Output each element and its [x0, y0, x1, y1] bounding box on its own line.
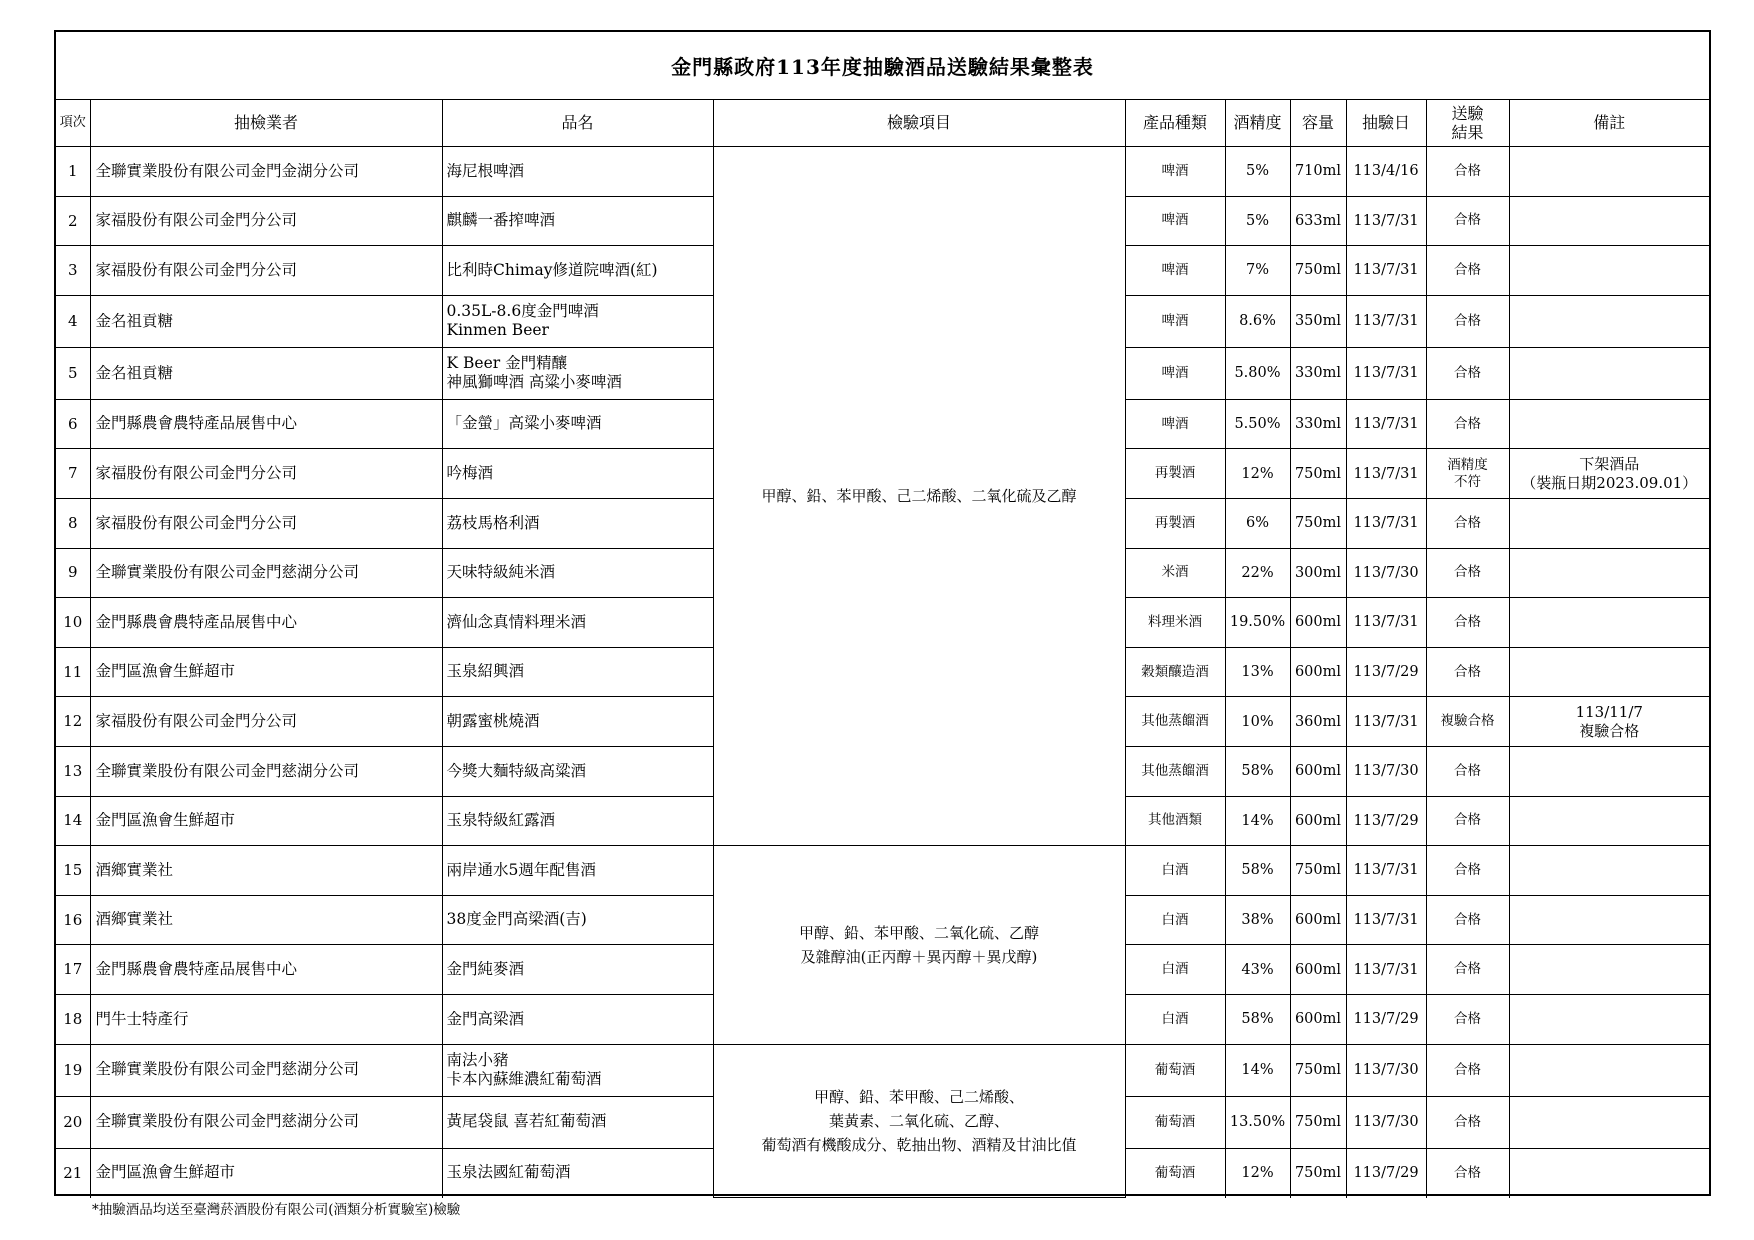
cell-volume: 750ml: [1290, 498, 1346, 548]
cell-alcohol: 14%: [1225, 796, 1290, 846]
header-result: 送驗 結果: [1426, 100, 1509, 147]
cell-vendor: 全聯實業股份有限公司金門金湖分公司: [90, 147, 442, 197]
cell-alcohol: 22%: [1225, 548, 1290, 598]
cell-type: 啤酒: [1125, 246, 1225, 296]
cell-vendor: 全聯實業股份有限公司金門慈湖分公司: [90, 746, 442, 796]
cell-date: 113/7/31: [1346, 945, 1426, 995]
cell-type: 啤酒: [1125, 347, 1225, 399]
cell-name: 海尼根啤酒: [442, 147, 713, 197]
cell-vendor: 酒鄉實業社: [90, 846, 442, 896]
cell-volume: 360ml: [1290, 697, 1346, 747]
cell-note: [1509, 746, 1709, 796]
cell-type: 白酒: [1125, 846, 1225, 896]
cell-volume: 600ml: [1290, 598, 1346, 648]
cell-result: 合格: [1426, 1096, 1509, 1148]
cell-alcohol: 13.50%: [1225, 1096, 1290, 1148]
cell-name: K Beer 金門精釀 神風獅啤酒 高粱小麥啤酒: [442, 347, 713, 399]
cell-name: 天味特級純米酒: [442, 548, 713, 598]
cell-vendor: 全聯實業股份有限公司金門慈湖分公司: [90, 1044, 442, 1096]
cell-date: 113/7/31: [1346, 347, 1426, 399]
cell-date: 113/7/31: [1346, 449, 1426, 499]
cell-vendor: 金門區漁會生鮮超市: [90, 647, 442, 697]
cell-name: 黃尾袋鼠 喜若紅葡萄酒: [442, 1096, 713, 1148]
cell-no: 5: [56, 347, 90, 399]
results-table: [56, 100, 1709, 1198]
cell-result: 複驗合格: [1426, 697, 1509, 747]
cell-result: 合格: [1426, 796, 1509, 846]
cell-no: 14: [56, 796, 90, 846]
cell-result: 合格: [1426, 347, 1509, 399]
cell-note: [1509, 1148, 1709, 1198]
cell-name: 「金螢」高粱小麥啤酒: [442, 399, 713, 449]
cell-vendor: 全聯實業股份有限公司金門慈湖分公司: [90, 548, 442, 598]
cell-result: 合格: [1426, 548, 1509, 598]
cell-date: 113/7/30: [1346, 1044, 1426, 1096]
cell-date: 113/7/29: [1346, 994, 1426, 1044]
cell-type: 啤酒: [1125, 399, 1225, 449]
cell-note: [1509, 347, 1709, 399]
cell-no: 1: [56, 147, 90, 197]
cell-note: [1509, 846, 1709, 896]
cell-name: 玉泉特級紅露酒: [442, 796, 713, 846]
cell-result: 合格: [1426, 498, 1509, 548]
cell-vendor: 全聯實業股份有限公司金門慈湖分公司: [90, 1096, 442, 1148]
header-volume: 容量: [1290, 100, 1346, 147]
cell-no: 11: [56, 647, 90, 697]
cell-volume: 330ml: [1290, 399, 1346, 449]
cell-note: [1509, 796, 1709, 846]
cell-name: 比利時Chimay修道院啤酒(紅): [442, 246, 713, 296]
cell-alcohol: 43%: [1225, 945, 1290, 995]
cell-note: [1509, 598, 1709, 648]
cell-date: 113/7/31: [1346, 399, 1426, 449]
cell-result: 合格: [1426, 1044, 1509, 1096]
cell-type: 穀類釀造酒: [1125, 647, 1225, 697]
cell-vendor: 金門縣農會農特產品展售中心: [90, 945, 442, 995]
cell-note: [1509, 246, 1709, 296]
cell-type: 米酒: [1125, 548, 1225, 598]
cell-type: 白酒: [1125, 994, 1225, 1044]
cell-no: 4: [56, 295, 90, 347]
cell-vendor: 家福股份有限公司金門分公司: [90, 449, 442, 499]
cell-result: 合格: [1426, 846, 1509, 896]
cell-name: 南法小豬 卡本內蘇維濃紅葡萄酒: [442, 1044, 713, 1096]
header-vendor: 抽檢業者: [90, 100, 442, 147]
cell-date: 113/7/29: [1346, 796, 1426, 846]
cell-note: 下架酒品 （裝瓶日期2023.09.01）: [1509, 449, 1709, 499]
cell-note: [1509, 548, 1709, 598]
cell-type: 葡萄酒: [1125, 1148, 1225, 1198]
cell-note: [1509, 147, 1709, 197]
header-note: 備註: [1509, 100, 1709, 147]
cell-result: 合格: [1426, 647, 1509, 697]
cell-name: 38度金門高梁酒(吉): [442, 895, 713, 945]
cell-no: 6: [56, 399, 90, 449]
cell-type: 啤酒: [1125, 295, 1225, 347]
cell-vendor: 金名祖貢糖: [90, 295, 442, 347]
cell-result: 合格: [1426, 196, 1509, 246]
cell-note: 113/11/7 複驗合格: [1509, 697, 1709, 747]
cell-vendor: 家福股份有限公司金門分公司: [90, 246, 442, 296]
cell-result: 合格: [1426, 994, 1509, 1044]
cell-alcohol: 7%: [1225, 246, 1290, 296]
cell-no: 2: [56, 196, 90, 246]
cell-inspection-items: 甲醇、鉛、苯甲酸、二氧化硫、乙醇 及雜醇油(正丙醇＋異丙醇＋異戊醇): [713, 846, 1125, 1044]
cell-date: 113/7/31: [1346, 498, 1426, 548]
cell-name: 金門高梁酒: [442, 994, 713, 1044]
cell-volume: 710ml: [1290, 147, 1346, 197]
cell-volume: 600ml: [1290, 895, 1346, 945]
table-row: [56, 1044, 1709, 1096]
cell-name: 麒麟一番搾啤酒: [442, 196, 713, 246]
cell-result: 合格: [1426, 895, 1509, 945]
cell-no: 15: [56, 846, 90, 896]
cell-volume: 330ml: [1290, 347, 1346, 399]
cell-alcohol: 8.6%: [1225, 295, 1290, 347]
cell-alcohol: 10%: [1225, 697, 1290, 747]
cell-note: [1509, 895, 1709, 945]
cell-volume: 600ml: [1290, 647, 1346, 697]
table-row: [56, 846, 1709, 896]
cell-result: 合格: [1426, 1148, 1509, 1198]
cell-date: 113/4/16: [1346, 147, 1426, 197]
cell-no: 3: [56, 246, 90, 296]
cell-volume: 750ml: [1290, 1148, 1346, 1198]
cell-volume: 600ml: [1290, 945, 1346, 995]
cell-note: [1509, 994, 1709, 1044]
cell-date: 113/7/31: [1346, 895, 1426, 945]
cell-no: 13: [56, 746, 90, 796]
cell-note: [1509, 1044, 1709, 1096]
cell-date: 113/7/31: [1346, 846, 1426, 896]
cell-no: 7: [56, 449, 90, 499]
cell-note: [1509, 196, 1709, 246]
cell-note: [1509, 295, 1709, 347]
cell-volume: 750ml: [1290, 449, 1346, 499]
cell-alcohol: 5.50%: [1225, 399, 1290, 449]
header-row: [56, 100, 1709, 147]
cell-name: 金門純麥酒: [442, 945, 713, 995]
header-type: 產品種類: [1125, 100, 1225, 147]
cell-result: 合格: [1426, 295, 1509, 347]
cell-result: 合格: [1426, 246, 1509, 296]
cell-no: 19: [56, 1044, 90, 1096]
cell-vendor: 家福股份有限公司金門分公司: [90, 697, 442, 747]
cell-type: 白酒: [1125, 895, 1225, 945]
header-name: 品名: [442, 100, 713, 147]
cell-alcohol: 58%: [1225, 846, 1290, 896]
cell-vendor: 家福股份有限公司金門分公司: [90, 498, 442, 548]
cell-alcohol: 5%: [1225, 147, 1290, 197]
cell-vendor: 金門區漁會生鮮超市: [90, 796, 442, 846]
cell-type: 其他酒類: [1125, 796, 1225, 846]
cell-result: 合格: [1426, 746, 1509, 796]
table-row: [56, 147, 1709, 197]
cell-volume: 633ml: [1290, 196, 1346, 246]
cell-no: 18: [56, 994, 90, 1044]
cell-name: 荔枝馬格利酒: [442, 498, 713, 548]
cell-note: [1509, 498, 1709, 548]
cell-type: 白酒: [1125, 945, 1225, 995]
table-body: [56, 147, 1709, 1198]
cell-vendor: 金門區漁會生鮮超市: [90, 1148, 442, 1198]
cell-type: 啤酒: [1125, 147, 1225, 197]
cell-name: 吟梅酒: [442, 449, 713, 499]
cell-no: 12: [56, 697, 90, 747]
header-date: 抽驗日: [1346, 100, 1426, 147]
cell-name: 玉泉紹興酒: [442, 647, 713, 697]
cell-date: 113/7/30: [1346, 548, 1426, 598]
cell-volume: 600ml: [1290, 746, 1346, 796]
cell-vendor: 門牛士特產行: [90, 994, 442, 1044]
cell-vendor: 金門縣農會農特產品展售中心: [90, 598, 442, 648]
cell-alcohol: 38%: [1225, 895, 1290, 945]
cell-volume: 350ml: [1290, 295, 1346, 347]
cell-result: 合格: [1426, 598, 1509, 648]
cell-alcohol: 58%: [1225, 994, 1290, 1044]
cell-type: 料理米酒: [1125, 598, 1225, 648]
cell-date: 113/7/30: [1346, 1096, 1426, 1148]
cell-name: 濟仙念真情料理米酒: [442, 598, 713, 648]
cell-no: 16: [56, 895, 90, 945]
cell-volume: 750ml: [1290, 1096, 1346, 1148]
cell-date: 113/7/29: [1346, 647, 1426, 697]
header-items: 檢驗項目: [713, 100, 1125, 147]
cell-type: 其他蒸餾酒: [1125, 697, 1225, 747]
cell-volume: 750ml: [1290, 246, 1346, 296]
cell-note: [1509, 945, 1709, 995]
cell-alcohol: 12%: [1225, 449, 1290, 499]
cell-date: 113/7/31: [1346, 246, 1426, 296]
cell-name: 朝露蜜桃燒酒: [442, 697, 713, 747]
cell-vendor: 金門縣農會農特產品展售中心: [90, 399, 442, 449]
header-alcohol: 酒精度: [1225, 100, 1290, 147]
cell-no: 17: [56, 945, 90, 995]
cell-volume: 750ml: [1290, 846, 1346, 896]
cell-inspection-items: 甲醇、鉛、苯甲酸、己二烯酸、 葉黃素、二氧化硫、乙醇、 葡萄酒有機酸成分、乾抽出物、酒精及甘油比值: [713, 1044, 1125, 1198]
cell-note: [1509, 399, 1709, 449]
cell-no: 20: [56, 1096, 90, 1148]
cell-alcohol: 19.50%: [1225, 598, 1290, 648]
cell-result: 合格: [1426, 945, 1509, 995]
cell-vendor: 酒鄉實業社: [90, 895, 442, 945]
cell-type: 再製酒: [1125, 498, 1225, 548]
cell-type: 葡萄酒: [1125, 1044, 1225, 1096]
cell-alcohol: 5%: [1225, 196, 1290, 246]
cell-type: 葡萄酒: [1125, 1096, 1225, 1148]
cell-no: 21: [56, 1148, 90, 1198]
cell-no: 8: [56, 498, 90, 548]
cell-volume: 750ml: [1290, 1044, 1346, 1096]
cell-date: 113/7/31: [1346, 196, 1426, 246]
cell-result: 合格: [1426, 147, 1509, 197]
cell-name: 玉泉法國紅葡萄酒: [442, 1148, 713, 1198]
cell-inspection-items: 甲醇、鉛、苯甲酸、己二烯酸、二氧化硫及乙醇: [713, 147, 1125, 846]
cell-alcohol: 12%: [1225, 1148, 1290, 1198]
cell-name: 今獎大麵特級高粱酒: [442, 746, 713, 796]
cell-name: 兩岸通水5週年配售酒: [442, 846, 713, 896]
cell-volume: 600ml: [1290, 994, 1346, 1044]
cell-note: [1509, 647, 1709, 697]
cell-date: 113/7/31: [1346, 697, 1426, 747]
cell-result: 酒精度 不符: [1426, 449, 1509, 499]
cell-date: 113/7/31: [1346, 598, 1426, 648]
report-sheet: [54, 30, 1711, 1196]
cell-type: 再製酒: [1125, 449, 1225, 499]
cell-volume: 600ml: [1290, 796, 1346, 846]
cell-vendor: 金名祖貢糖: [90, 347, 442, 399]
cell-note: [1509, 1096, 1709, 1148]
cell-date: 113/7/29: [1346, 1148, 1426, 1198]
cell-vendor: 家福股份有限公司金門分公司: [90, 196, 442, 246]
cell-type: 其他蒸餾酒: [1125, 746, 1225, 796]
cell-date: 113/7/30: [1346, 746, 1426, 796]
footnote: *抽驗酒品均送至臺灣菸酒股份有限公司(酒類分析實驗室)檢驗: [92, 1202, 461, 1218]
report-title: 金門縣政府113年度抽驗酒品送驗結果彙整表: [56, 32, 1709, 100]
cell-alcohol: 14%: [1225, 1044, 1290, 1096]
cell-no: 10: [56, 598, 90, 648]
cell-no: 9: [56, 548, 90, 598]
cell-name: 0.35L-8.6度金門啤酒 Kinmen Beer: [442, 295, 713, 347]
cell-type: 啤酒: [1125, 196, 1225, 246]
cell-alcohol: 58%: [1225, 746, 1290, 796]
cell-alcohol: 6%: [1225, 498, 1290, 548]
cell-volume: 300ml: [1290, 548, 1346, 598]
cell-result: 合格: [1426, 399, 1509, 449]
cell-alcohol: 5.80%: [1225, 347, 1290, 399]
header-no: 項次: [56, 100, 90, 147]
cell-alcohol: 13%: [1225, 647, 1290, 697]
cell-date: 113/7/31: [1346, 295, 1426, 347]
